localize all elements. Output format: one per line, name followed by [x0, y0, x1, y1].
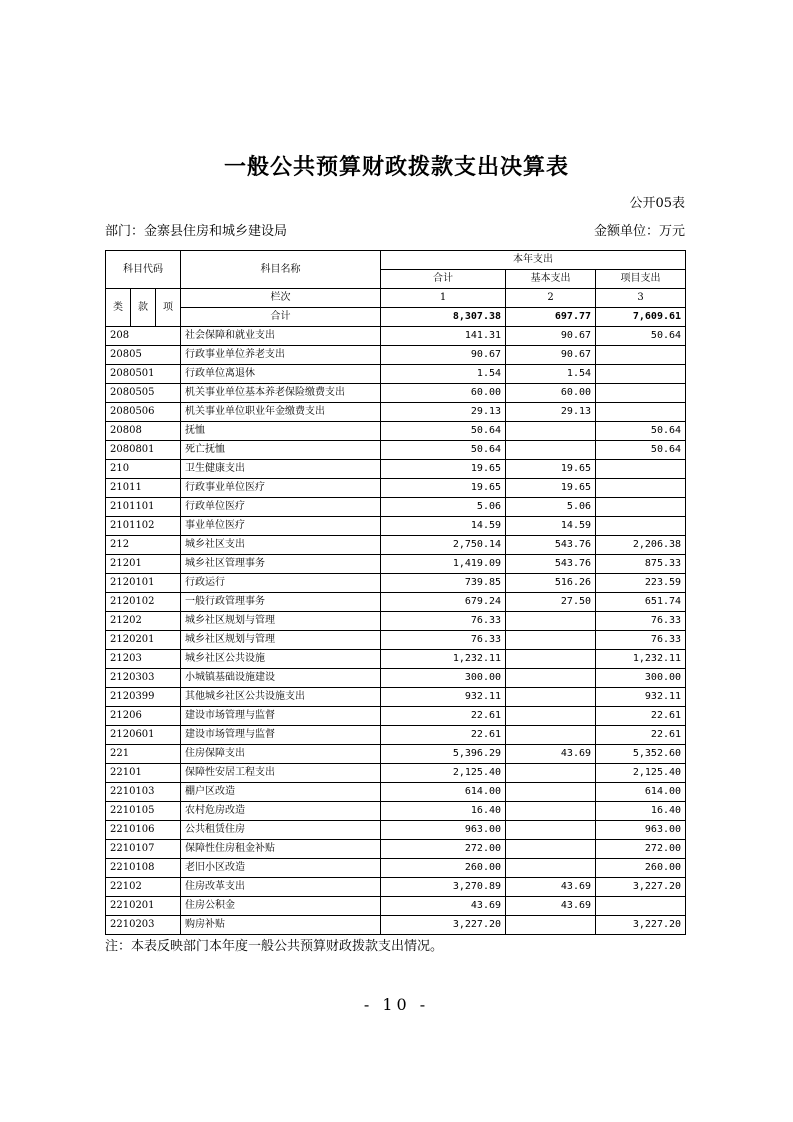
- table-row: [106, 821, 686, 840]
- row-code: 20805: [106, 346, 181, 365]
- row-name: 建设市场管理与监督: [181, 707, 381, 726]
- row-total: 739.85: [381, 574, 506, 593]
- row-basic: [506, 821, 596, 840]
- row-name: 行政事业单位养老支出: [181, 346, 381, 365]
- row-name: 小城镇基础设施建设: [181, 669, 381, 688]
- row-total: 19.65: [381, 479, 506, 498]
- row-project: 932.11: [596, 688, 686, 707]
- row-project: 2,125.40: [596, 764, 686, 783]
- row-name: 社会保障和就业支出: [181, 327, 381, 346]
- table-row: [106, 688, 686, 707]
- row-code: 2101101: [106, 498, 181, 517]
- table-row: [106, 612, 686, 631]
- table-row: [106, 859, 686, 878]
- row-basic: [506, 688, 596, 707]
- row-name: 住房改革支出: [181, 878, 381, 897]
- row-code: 2080501: [106, 365, 181, 384]
- row-project: 300.00: [596, 669, 686, 688]
- row-project: 651.74: [596, 593, 686, 612]
- row-project: 76.33: [596, 612, 686, 631]
- row-total: 5,396.29: [381, 745, 506, 764]
- header-column-no: 栏次: [181, 289, 381, 308]
- table-row: [106, 403, 686, 422]
- table-row: [106, 650, 686, 669]
- header-project: 项目支出: [596, 270, 686, 289]
- header-col1: 1: [381, 289, 506, 308]
- table-row: [106, 498, 686, 517]
- row-name: 城乡社区规划与管理: [181, 631, 381, 650]
- row-project: 1,232.11: [596, 650, 686, 669]
- row-basic: [506, 441, 596, 460]
- row-total: 76.33: [381, 631, 506, 650]
- row-total: 3,270.89: [381, 878, 506, 897]
- row-name: 购房补贴: [181, 916, 381, 935]
- row-code: 2101102: [106, 517, 181, 536]
- row-total: 29.13: [381, 403, 506, 422]
- row-name: 保障性住房租金补贴: [181, 840, 381, 859]
- row-basic: [506, 726, 596, 745]
- row-code: 210: [106, 460, 181, 479]
- row-total: 5.06: [381, 498, 506, 517]
- row-name: 一般行政管理事务: [181, 593, 381, 612]
- header-basic: 基本支出: [506, 270, 596, 289]
- row-project: [596, 384, 686, 403]
- table-row: [106, 365, 686, 384]
- row-total: 50.64: [381, 422, 506, 441]
- row-code: 2120303: [106, 669, 181, 688]
- header-name: 科目名称: [181, 251, 381, 289]
- row-name: 抚恤: [181, 422, 381, 441]
- row-basic: [506, 422, 596, 441]
- row-project: [596, 365, 686, 384]
- row-code: 212: [106, 536, 181, 555]
- row-name: 死亡抚恤: [181, 441, 381, 460]
- table-row: [106, 536, 686, 555]
- table-row: [106, 878, 686, 897]
- row-code: 21206: [106, 707, 181, 726]
- row-project: 5,352.60: [596, 745, 686, 764]
- row-total: 614.00: [381, 783, 506, 802]
- header-current-year: 本年支出: [381, 251, 686, 270]
- row-code: 2120102: [106, 593, 181, 612]
- row-project: 875.33: [596, 555, 686, 574]
- sum-total: 8,307.38: [381, 308, 506, 327]
- table-row: [106, 574, 686, 593]
- row-basic: [506, 916, 596, 935]
- row-code: 2120201: [106, 631, 181, 650]
- row-project: 50.64: [596, 422, 686, 441]
- row-basic: 43.69: [506, 878, 596, 897]
- table-row: [106, 555, 686, 574]
- row-total: 300.00: [381, 669, 506, 688]
- table-row: [106, 707, 686, 726]
- row-basic: [506, 707, 596, 726]
- row-project: 963.00: [596, 821, 686, 840]
- row-basic: 19.65: [506, 479, 596, 498]
- row-total: 14.59: [381, 517, 506, 536]
- document-title: 一般公共预算财政拨款支出决算表: [223, 154, 569, 180]
- header-lei: 类: [106, 289, 131, 327]
- row-total: 19.65: [381, 460, 506, 479]
- row-total: 141.31: [381, 327, 506, 346]
- row-total: 272.00: [381, 840, 506, 859]
- table-row: [106, 327, 686, 346]
- row-basic: [506, 631, 596, 650]
- row-name: 行政事业单位医疗: [181, 479, 381, 498]
- row-code: 2210203: [106, 916, 181, 935]
- row-name: 建设市场管理与监督: [181, 726, 381, 745]
- sum-label: 合计: [181, 308, 381, 327]
- row-total: 76.33: [381, 612, 506, 631]
- table-row: [106, 384, 686, 403]
- row-code: 2210108: [106, 859, 181, 878]
- row-project: 22.61: [596, 726, 686, 745]
- row-total: 2,125.40: [381, 764, 506, 783]
- row-total: 22.61: [381, 726, 506, 745]
- header-code: 科目代码: [106, 251, 181, 289]
- row-project: 76.33: [596, 631, 686, 650]
- row-name: 住房保障支出: [181, 745, 381, 764]
- row-basic: 516.26: [506, 574, 596, 593]
- row-code: 2120101: [106, 574, 181, 593]
- row-basic: 29.13: [506, 403, 596, 422]
- row-basic: 14.59: [506, 517, 596, 536]
- row-project: 50.64: [596, 327, 686, 346]
- row-name: 保障性安居工程支出: [181, 764, 381, 783]
- row-basic: 43.69: [506, 745, 596, 764]
- row-name: 老旧小区改造: [181, 859, 381, 878]
- row-project: [596, 897, 686, 916]
- row-name: 机关事业单位职业年金缴费支出: [181, 403, 381, 422]
- table-row: [106, 916, 686, 935]
- row-code: 2120399: [106, 688, 181, 707]
- amount-unit-label: 金额单位：万元: [593, 224, 685, 239]
- row-code: 21202: [106, 612, 181, 631]
- row-basic: [506, 859, 596, 878]
- table-row: [106, 593, 686, 612]
- row-project: [596, 460, 686, 479]
- row-project: [596, 517, 686, 536]
- row-basic: 543.76: [506, 536, 596, 555]
- row-code: 2210105: [106, 802, 181, 821]
- row-basic: 5.06: [506, 498, 596, 517]
- table-row: [106, 897, 686, 916]
- row-total: 963.00: [381, 821, 506, 840]
- row-name: 城乡社区公共设施: [181, 650, 381, 669]
- row-total: 260.00: [381, 859, 506, 878]
- table-note: 注：本表反映部门本年度一般公共预算财政拨款支出情况。: [105, 939, 444, 954]
- row-code: 2120601: [106, 726, 181, 745]
- row-name: 棚户区改造: [181, 783, 381, 802]
- row-basic: 1.54: [506, 365, 596, 384]
- table-row: [106, 517, 686, 536]
- row-name: 事业单位医疗: [181, 517, 381, 536]
- row-name: 公共租赁住房: [181, 821, 381, 840]
- expenditure-table: [105, 250, 686, 935]
- row-basic: [506, 783, 596, 802]
- row-project: [596, 403, 686, 422]
- row-code: 22101: [106, 764, 181, 783]
- row-code: 208: [106, 327, 181, 346]
- row-project: 2,206.38: [596, 536, 686, 555]
- header-kuan: 款: [131, 289, 156, 327]
- row-name: 其他城乡社区公共设施支出: [181, 688, 381, 707]
- row-basic: 60.00: [506, 384, 596, 403]
- page-number: - 10 -: [363, 995, 430, 1014]
- row-code: 21011: [106, 479, 181, 498]
- row-basic: [506, 840, 596, 859]
- row-total: 16.40: [381, 802, 506, 821]
- row-project: [596, 346, 686, 365]
- row-name: 城乡社区支出: [181, 536, 381, 555]
- row-total: 60.00: [381, 384, 506, 403]
- row-basic: 543.76: [506, 555, 596, 574]
- row-total: 43.69: [381, 897, 506, 916]
- table-row: [106, 669, 686, 688]
- row-code: 2210107: [106, 840, 181, 859]
- row-total: 22.61: [381, 707, 506, 726]
- row-project: 223.59: [596, 574, 686, 593]
- row-name: 行政单位离退休: [181, 365, 381, 384]
- row-basic: 19.65: [506, 460, 596, 479]
- row-code: 21203: [106, 650, 181, 669]
- header-col3: 3: [596, 289, 686, 308]
- row-basic: [506, 650, 596, 669]
- row-name: 农村危房改造: [181, 802, 381, 821]
- row-name: 行政单位医疗: [181, 498, 381, 517]
- row-code: 20808: [106, 422, 181, 441]
- row-project: [596, 498, 686, 517]
- row-project: 50.64: [596, 441, 686, 460]
- row-basic: 43.69: [506, 897, 596, 916]
- row-code: 221: [106, 745, 181, 764]
- row-total: 3,227.20: [381, 916, 506, 935]
- row-project: 272.00: [596, 840, 686, 859]
- row-code: 2080505: [106, 384, 181, 403]
- row-code: 2210106: [106, 821, 181, 840]
- row-code: 21201: [106, 555, 181, 574]
- table-row: [106, 783, 686, 802]
- row-code: 2210103: [106, 783, 181, 802]
- header-total: 合计: [381, 270, 506, 289]
- row-basic: [506, 802, 596, 821]
- row-name: 城乡社区规划与管理: [181, 612, 381, 631]
- table-row: [106, 631, 686, 650]
- table-row: [106, 745, 686, 764]
- row-code: 2080506: [106, 403, 181, 422]
- table-row: [106, 346, 686, 365]
- row-total: 1,419.09: [381, 555, 506, 574]
- row-basic: 90.67: [506, 327, 596, 346]
- row-basic: [506, 669, 596, 688]
- table-row: [106, 802, 686, 821]
- row-name: 卫生健康支出: [181, 460, 381, 479]
- sum-basic: 697.77: [506, 308, 596, 327]
- table-row: [106, 422, 686, 441]
- department-label: 部门：金寨县住房和城乡建设局: [105, 224, 288, 239]
- row-project: 3,227.20: [596, 878, 686, 897]
- row-project: 614.00: [596, 783, 686, 802]
- row-project: 22.61: [596, 707, 686, 726]
- row-project: 16.40: [596, 802, 686, 821]
- row-basic: 90.67: [506, 346, 596, 365]
- row-total: 1,232.11: [381, 650, 506, 669]
- row-code: 2210201: [106, 897, 181, 916]
- sum-project: 7,609.61: [596, 308, 686, 327]
- table-row: [106, 764, 686, 783]
- sum-row: [106, 308, 686, 327]
- row-total: 50.64: [381, 441, 506, 460]
- row-project: [596, 479, 686, 498]
- header-xiang: 项: [156, 289, 181, 327]
- row-name: 行政运行: [181, 574, 381, 593]
- table-row: [106, 460, 686, 479]
- row-basic: [506, 612, 596, 631]
- row-name: 住房公积金: [181, 897, 381, 916]
- row-total: 2,750.14: [381, 536, 506, 555]
- table-row: [106, 840, 686, 859]
- row-basic: 27.50: [506, 593, 596, 612]
- row-name: 城乡社区管理事务: [181, 555, 381, 574]
- table-row: [106, 726, 686, 745]
- table-row: [106, 479, 686, 498]
- header-col2: 2: [506, 289, 596, 308]
- row-code: 22102: [106, 878, 181, 897]
- row-project: 3,227.20: [596, 916, 686, 935]
- row-name: 机关事业单位基本养老保险缴费支出: [181, 384, 381, 403]
- row-code: 2080801: [106, 441, 181, 460]
- row-basic: [506, 764, 596, 783]
- row-total: 90.67: [381, 346, 506, 365]
- row-total: 932.11: [381, 688, 506, 707]
- header-row-1: [106, 251, 686, 270]
- form-number: 公开05表: [629, 196, 685, 211]
- row-project: 260.00: [596, 859, 686, 878]
- row-total: 1.54: [381, 365, 506, 384]
- row-total: 679.24: [381, 593, 506, 612]
- header-row-3: [106, 289, 686, 308]
- table-row: [106, 441, 686, 460]
